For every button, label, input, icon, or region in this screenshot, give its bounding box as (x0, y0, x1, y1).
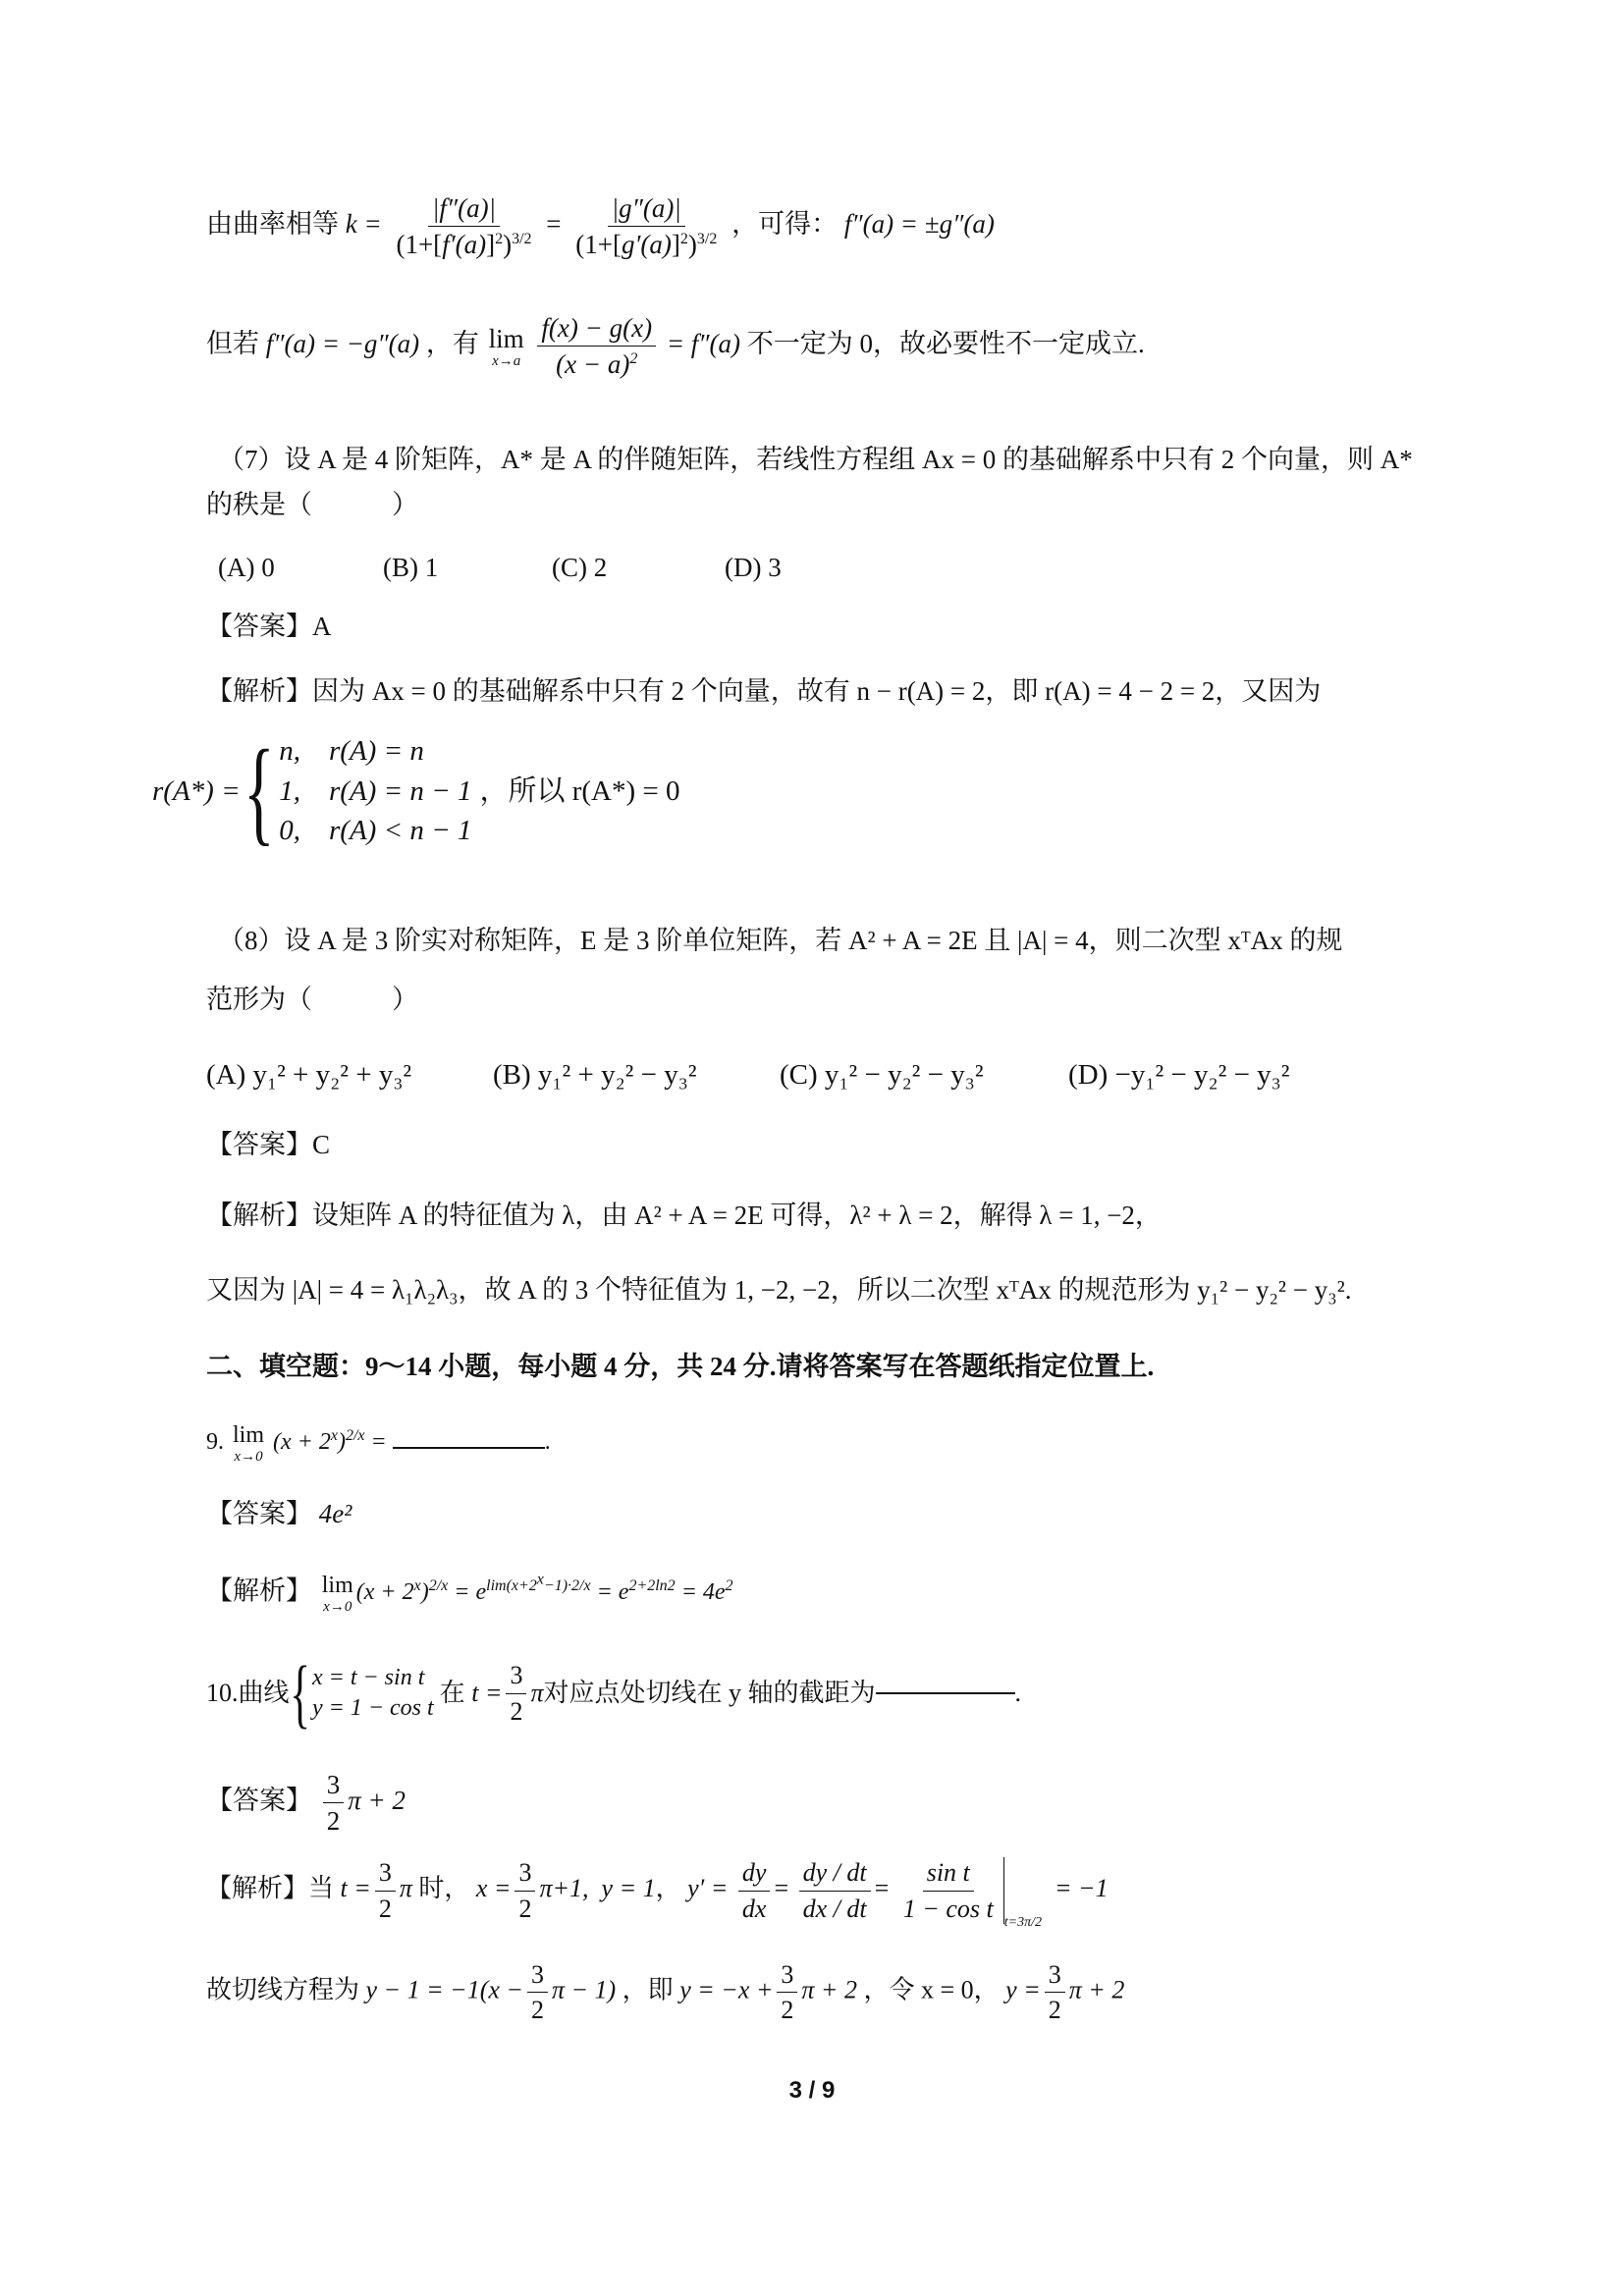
q10-analysis: 【解析】当 t = $\frac{3}{2}$ π 时， x = $\frac{3}{2}$ π+1, y = 1， y′ = $\frac{dy}{dx}$ = $\frac{dy / dt}{dx / dt}$ = $\frac{\text{sin t}}{\text{1 − cos t}}$ $_{t=3\pi/2}$ = −1 (206, 1858, 1109, 1930)
q7-answer (206, 611, 332, 642)
line1-mid: ，可得： (731, 209, 839, 240)
q8-stem-line2: 范形为（ ） (206, 985, 418, 1014)
q9-analysis-math: lim x→0 $(x + 2^x)^{2/x} = e^{lim(x+2^x-1)\cdot 2/x} = e^{2+2ln2} = 4e^2$ (321, 1572, 733, 1616)
q7-rank-tail: ，所以 r(A*) = 0 (479, 774, 680, 807)
q10-stem: 10.曲线 { x = t − sin t y = 1 − cos t 在 t = $\frac{3}{2}$ π 对应点处切线在 y 轴的截距为 . (206, 1650, 1022, 1735)
q7-analysis-text: 因为 Ax = 0 的基础解系中只有 2 个向量，故有 n − r(A) = 2，即 r(A) = 4 − 2 = 2，又因为 (312, 676, 1322, 706)
line2-cond: f″(a) = −g″(a) (265, 329, 420, 359)
q10-answer-label: 【答案】 (206, 1786, 312, 1816)
q8-analysis-text-1: 设矩阵 A 的特征值为 λ，由 A² + A = 2E 可得，λ² + λ = 2，解得 λ = 1, −2， (312, 1201, 1162, 1230)
limit-operator: lim x→a (488, 323, 524, 370)
k-equals: k = (345, 209, 382, 240)
page-number: 3 / 9 (788, 2077, 836, 2104)
q9-answer (206, 1498, 352, 1529)
q10-param (312, 1664, 434, 1723)
line2-suffix: 不一定为 0，故必要性不一定成立. (746, 329, 1145, 359)
line2-prefix: 但若 (206, 329, 259, 359)
q9-blank (393, 1447, 545, 1449)
q10-stem-tail: 对应点处切线在 y 轴的截距为 (543, 1679, 876, 1708)
q8-analysis-2: 又因为 |A| = 4 = λ₁λ₂λ₃，故 A 的 3 个特征值为 1, −2, −2，所以二次型 xᵀAx 的规范形为 y₁² − y₂² − y₃². (206, 1275, 1352, 1305)
q8-option-d: (D) −y₁² − y₂² − y₃² (1068, 1059, 1290, 1091)
three-halves: $\frac{3}{2}$ (506, 1660, 526, 1726)
limit-fraction: $\frac{f(x) - g(x)}{(x - a)^2}$ (537, 312, 656, 381)
q8-option-c: (C) y₁² − y₂² − y₃² (780, 1059, 984, 1091)
curvature-frac-f: $\frac{|f''(a)|}{(1+[f'(a)]^2)^{3/2}}$ (396, 193, 532, 260)
line1-result: f″(a) = ±g″(a) (843, 209, 995, 240)
q10-stem-mid: 在 (439, 1679, 465, 1708)
q10-answer: 【答案】 $\frac{3}{2}$ π + 2 (206, 1770, 406, 1837)
q7-stem-line2: 的秩是（ ） (206, 490, 418, 519)
q9-answer-label: 【答案】 (206, 1499, 312, 1528)
q9-answer-value: 4e² (318, 1499, 352, 1528)
q8-answer-value: C (312, 1130, 331, 1159)
q8-option-b: (B) y₁² + y₂² − y₃² (493, 1059, 697, 1091)
q7-rank-cases (152, 725, 680, 856)
line2-mid: ，有 (425, 329, 479, 359)
q7-option-b: (B) 1 (383, 553, 439, 582)
q10-analysis-label: 【解析】 (206, 1873, 309, 1902)
q9-analysis (206, 1571, 733, 1616)
q7-option-d: (D) 3 (725, 553, 782, 582)
line2-result: = f″(a) (666, 329, 741, 359)
curvature-frac-g: $\frac{|g''(a)|}{(1+[g'(a)]^2)^{3/2}}$ (575, 193, 718, 260)
q10-number: 10.曲线 (206, 1679, 290, 1708)
q10-blank (876, 1692, 1015, 1694)
q7-answer-value: A (312, 612, 332, 641)
q8-analysis-1 (206, 1200, 1162, 1231)
q7-rank-lhs: r(A*) = (152, 774, 241, 807)
q10-param-y: y = 1 − cos t (311, 1695, 434, 1721)
q9-stem: 9. lim x→0 $(x + 2^x)^{2/x}$ = . (206, 1422, 551, 1465)
q7-case-3: 0, r(A) < n − 1 (279, 815, 472, 847)
q10-param-x: x = t − sin t (311, 1665, 425, 1691)
q8-option-a: (A) y₁² + y₂² + y₃² (206, 1059, 412, 1091)
q8-analysis-label: 【解析】 (206, 1201, 312, 1230)
left-brace: { (243, 725, 275, 856)
q9-number: 9. (206, 1428, 224, 1455)
q7-stem-line1: （7）设 A 是 4 阶矩阵，A* 是 A 的伴随矩阵，若线性方程组 Ax = 0 的基础解系中只有 2 个向量，则 A* (218, 445, 1413, 474)
q8-answer-label: 【答案】 (206, 1130, 312, 1159)
q9-limit: lim x→0 (233, 1422, 265, 1465)
q7-answer-label: 【答案】 (206, 612, 312, 641)
line1-prefix: 由曲率相等 (206, 209, 339, 240)
evaluation-bar (1003, 1857, 1004, 1924)
left-brace: { (289, 1650, 310, 1735)
q7-option-a: (A) 0 (218, 553, 275, 582)
q7-case-2: 1, r(A) = n − 1 (279, 774, 472, 807)
q7-option-c: (C) 2 (552, 553, 608, 582)
line-necessity (206, 312, 1145, 381)
q8-answer (206, 1129, 330, 1160)
line-curvature: 由曲率相等 k = $\frac{|f''(a)|}{(1+[f'(a)]^2)^{3/2}}$ = $\frac{|g''(a)|}{(1+[g'(a)]^2)^{3/2}}$ ，可得： f″(a) = ±g″(a) (206, 193, 995, 260)
q7-analysis-label: 【解析】 (206, 676, 312, 706)
q7-cases (279, 734, 471, 848)
q7-case-1: n, r(A) = n (279, 734, 424, 767)
q7-analysis (206, 675, 1321, 707)
q10-final: 故切线方程为 y − 1 = −1(x − $\frac{3}{2}$ π − 1) ，即 y = −x + $\frac{3}{2}$ π + 2 ，令 x = 0， y = $\frac{3}{2}$ π + 2 (206, 1960, 1125, 2025)
q9-analysis-label: 【解析】 (206, 1575, 312, 1606)
q8-stem-line1: （8）设 A 是 3 阶实对称矩阵，E 是 3 阶单位矩阵，若 A² + A = 2E 且 |A| = 4，则二次型 xᵀAx 的规 (218, 926, 1343, 955)
section2-title: 二、填空题：9～14 小题，每小题 4 分，共 24 分.请将答案写在答题纸指定位置上. (206, 1352, 1155, 1381)
